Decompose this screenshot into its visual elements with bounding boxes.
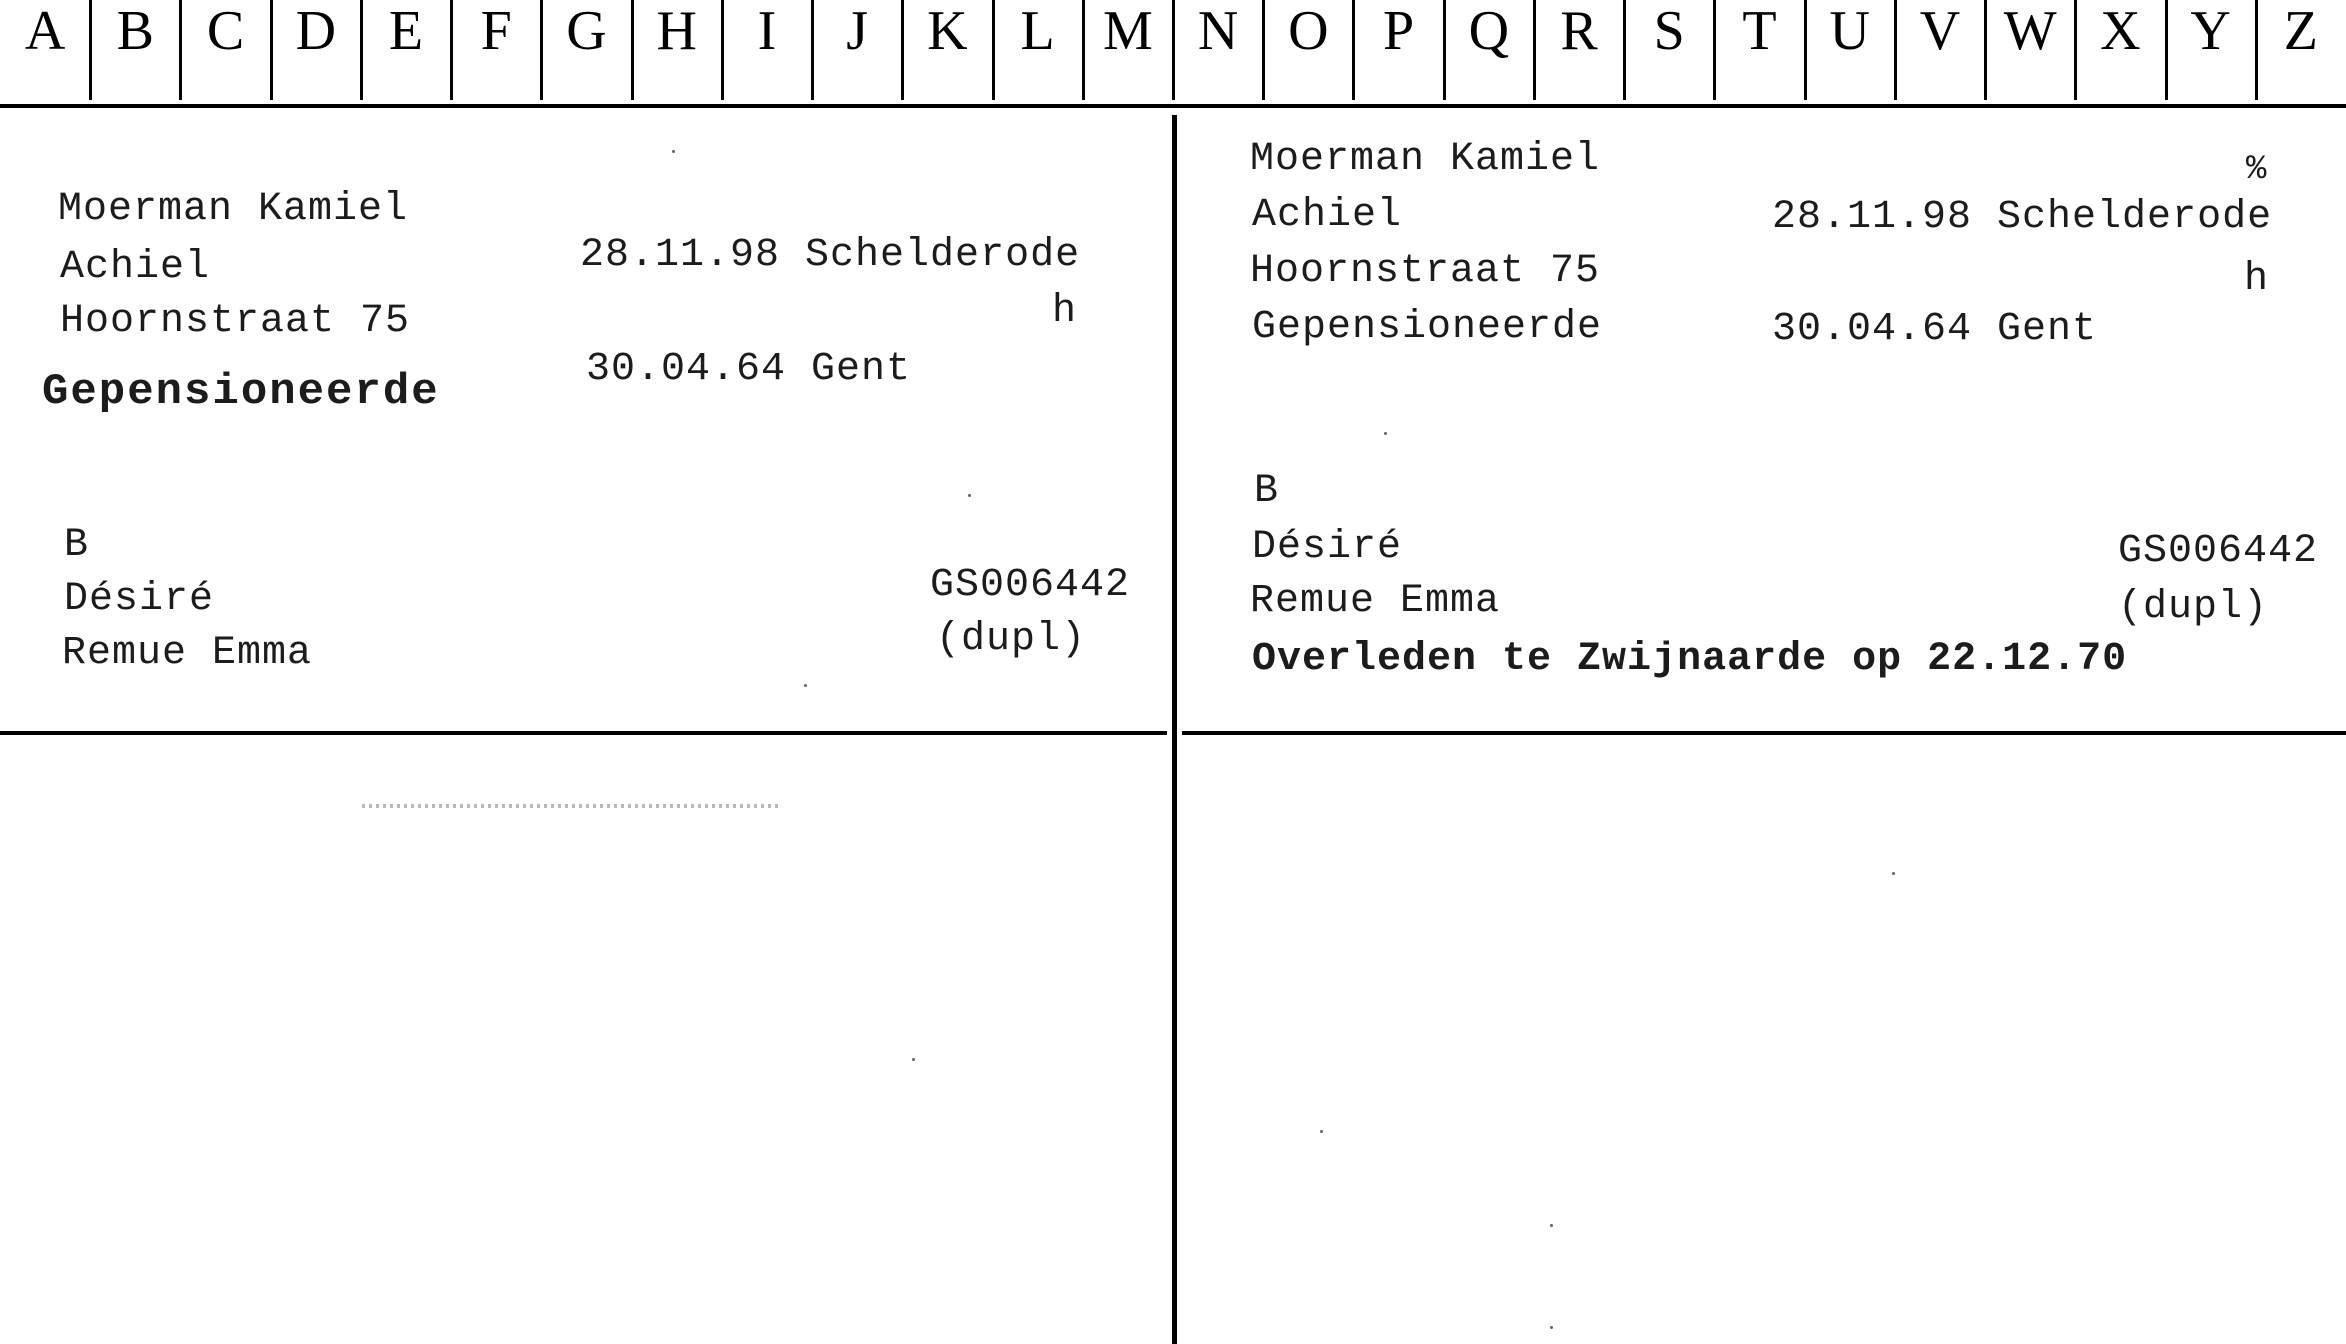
left-address: Hoornstraat 75	[60, 299, 411, 344]
right-date-place: 30.04.64 Gent	[1772, 307, 2098, 352]
alphabet-separator	[1713, 0, 1716, 100]
right-father: Désiré	[1252, 525, 1403, 570]
alphabet-separator	[89, 0, 92, 100]
alphabet-separator	[992, 0, 995, 100]
left-date-place: 30.04.64 Gent	[586, 347, 912, 392]
alphabet-letter-u: U	[1829, 0, 1870, 62]
right-surname-line: Moerman Kamiel	[1250, 137, 1601, 182]
left-father: Désiré	[64, 577, 215, 622]
alphabet-letter-o: O	[1288, 0, 1329, 62]
alphabet-baseline	[0, 104, 2346, 108]
card-divider-right	[1182, 731, 2346, 735]
alphabet-letter-i: I	[757, 0, 777, 62]
right-address: Hoornstraat 75	[1250, 249, 1601, 294]
alphabet-letter-a: A	[24, 0, 66, 62]
right-mother: Remue Emma	[1250, 579, 1501, 624]
left-duplicate: (dupl)	[936, 617, 1087, 662]
alphabet-separator	[1082, 0, 1085, 100]
alphabet-letter-y: Y	[2190, 0, 2231, 62]
alphabet-letter-r: R	[1560, 0, 1598, 62]
scan-noise-smudge	[362, 804, 778, 808]
alphabet-letter-d: D	[295, 0, 337, 62]
scan-speck	[1384, 432, 1387, 435]
alphabet-separator	[2165, 0, 2168, 100]
alphabet-letter-v: V	[1919, 0, 1961, 62]
alphabet-separator	[179, 0, 182, 100]
alphabet-letter-t: T	[1742, 0, 1777, 62]
left-mark-h: h	[1052, 289, 1078, 334]
alphabet-letter-x: X	[2100, 0, 2141, 62]
alphabet-letter-l: L	[1020, 0, 1055, 62]
alphabet-letter-e: E	[388, 0, 424, 62]
alphabet-letter-m: M	[1102, 0, 1153, 62]
alphabet-separator	[1984, 0, 1987, 100]
alphabet-separator	[1172, 0, 1175, 100]
scan-speck	[1550, 1224, 1553, 1227]
alphabet-letter-z: Z	[2283, 0, 2318, 62]
scan-speck	[672, 150, 675, 153]
alphabet-separator	[450, 0, 453, 100]
alphabet-letter-k: K	[927, 0, 968, 62]
alphabet-separator	[1533, 0, 1536, 100]
alphabet-separator	[811, 0, 814, 100]
alphabet-separator	[1894, 0, 1897, 100]
alphabet-letter-p: P	[1382, 0, 1415, 62]
scan-speck	[968, 494, 971, 497]
alphabet-letter-b: B	[116, 0, 154, 62]
alphabet-separator	[1804, 0, 1807, 100]
left-birth-date-place: 28.11.98 Schelderode	[580, 233, 1081, 278]
alphabet-separator	[1443, 0, 1446, 100]
alphabet-letter-g: G	[566, 0, 607, 62]
alphabet-separator	[721, 0, 724, 100]
right-firstname: Achiel	[1252, 193, 1403, 238]
alphabet-letter-h: H	[656, 0, 697, 62]
alphabet-separator	[360, 0, 363, 100]
alphabet-index-strip	[0, 0, 2346, 108]
right-reference: GS006442	[2118, 529, 2319, 574]
alphabet-letter-n: N	[1197, 0, 1239, 62]
right-mark-percent: %	[2246, 151, 2268, 189]
right-code-b: B	[1254, 469, 1280, 514]
right-duplicate: (dupl)	[2118, 585, 2269, 630]
card-divider-vertical	[1172, 115, 1177, 1344]
alphabet-separator	[2255, 0, 2258, 100]
alphabet-letter-w: W	[2003, 0, 2057, 62]
scan-speck	[1550, 1326, 1553, 1329]
left-code-b: B	[64, 523, 90, 568]
alphabet-letter-f: F	[480, 0, 512, 62]
alphabet-separator	[631, 0, 634, 100]
left-reference: GS006442	[930, 563, 1131, 608]
left-occupation: Gepensioneerde	[42, 367, 440, 417]
right-death-note: Overleden te Zwijnaarde op 22.12.70	[1252, 637, 2128, 682]
alphabet-letter-c: C	[206, 0, 245, 62]
scan-speck	[912, 1058, 915, 1061]
left-firstname: Achiel	[60, 245, 211, 290]
alphabet-letter-j: J	[846, 0, 869, 62]
alphabet-separator	[540, 0, 543, 100]
alphabet-separator	[1623, 0, 1626, 100]
right-occupation: Gepensioneerde	[1252, 305, 1603, 350]
right-birth-date-place: 28.11.98 Schelderode	[1772, 195, 2273, 240]
scan-speck	[1320, 1130, 1323, 1133]
left-surname-line: Moerman Kamiel	[58, 187, 409, 232]
alphabet-separator	[270, 0, 273, 100]
alphabet-separator	[1262, 0, 1265, 100]
alphabet-separator	[2074, 0, 2077, 100]
alphabet-letter-q: Q	[1468, 0, 1510, 62]
scan-speck	[804, 684, 807, 687]
alphabet-letter-s: S	[1653, 0, 1685, 62]
right-mark-h: h	[2244, 257, 2270, 302]
scan-speck	[1892, 872, 1895, 875]
alphabet-separator	[1352, 0, 1355, 100]
left-mother: Remue Emma	[62, 631, 313, 676]
card-divider-left	[0, 731, 1167, 735]
alphabet-separator	[901, 0, 904, 100]
